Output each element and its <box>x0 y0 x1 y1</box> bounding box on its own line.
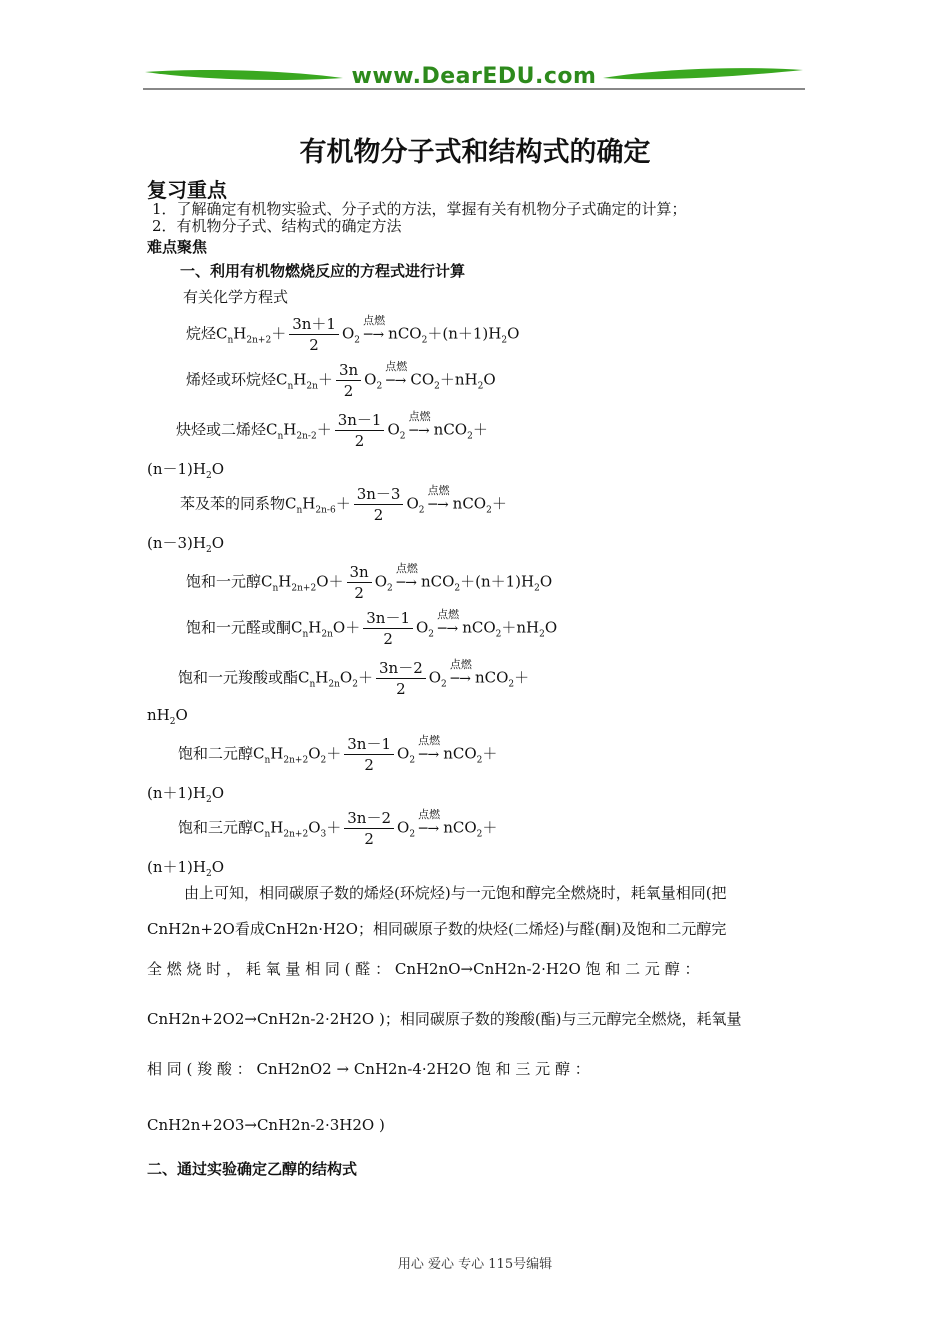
compound-class: 饱和二元醇 <box>178 744 254 763</box>
review-item: 2．有机物分子式、结构式的确定方法 <box>152 217 402 235</box>
review-item: 1．了解确定有机物实验式、分子式的方法，掌握有关有机物分子式确定的计算； <box>152 200 687 218</box>
equation-row: 饱和一元羧酸或酯$C_nH_{2n}O_2+$ $\frac{3n-2}{2}$ $O_2$ ─ 点燃 → nCO$_2$＋ <box>178 657 530 698</box>
compound-class: 烯烃或环烷烃 <box>186 370 277 389</box>
reaction-arrow: ─ 点燃 → <box>408 409 431 439</box>
equation-row: 饱和一元醇$C_nH_{2n+2}O+$ $\frac{3n}{2}$ $O_2$ ─ 点燃 → $nCO_2+(n+1)H_2O$ <box>186 561 553 602</box>
equation-row: 饱和一元醛或酮$C_nH_{2n}O+$ $\frac{3n-1}{2}$ $O_2$ ─ 点燃 → $nCO_2+nH_2O$ <box>186 607 558 648</box>
reaction-arrow: ─ 点燃 → <box>395 561 418 591</box>
section-heading-difficulty: 难点聚焦 <box>147 238 208 256</box>
equation-row: 炔烃或二烯烃$C_nH_{2n-2}+$ $\frac{3n-1}{2}$ $O_2$ ─ 点燃 → nCO$_2$＋ <box>176 409 488 450</box>
equation-tail: $(n-3)H_2O$ <box>147 534 225 555</box>
compound-class: 饱和一元醛或酮 <box>186 618 292 637</box>
conclusion-line: CnH2n+2O3→CnH2n-2·3H2O ) <box>147 1116 385 1134</box>
equation-tail: $(n+1)H_2O$ <box>147 784 225 805</box>
equation-tail: $nH_2O$ <box>147 706 188 727</box>
oxygen-coefficient: $\frac{3n}{2}$ <box>347 562 372 603</box>
conclusion-line: 相 同 ( 羧 酸 ： CnH2nO2 → CnH2n-4·2H2O 饱 和 三 元 醇 ： <box>147 1060 590 1078</box>
subsection-heading-combustion: 一、利用有机物燃烧反应的方程式进行计算 <box>180 262 466 280</box>
compound-class: 烷烃 <box>186 324 217 343</box>
reaction-arrow: ─ 点燃 → <box>385 359 408 389</box>
reaction-arrow: ─ 点燃 → <box>427 483 450 513</box>
reaction-arrow: ─ 点燃 → <box>418 807 441 837</box>
subsection-heading-ethanol: 二、通过实验确定乙醇的结构式 <box>147 1160 358 1178</box>
equation-row: 饱和三元醇$C_nH_{2n+2}O_3+$ $\frac{3n-2}{2}$ $O_2$ ─ 点燃 → nCO$_2$＋ <box>178 807 498 848</box>
page-title: 有机物分子式和结构式的确定 <box>299 137 651 168</box>
compound-class: 饱和三元醇 <box>178 818 254 837</box>
oxygen-coefficient: $\frac{3n-2}{2}$ <box>344 808 394 849</box>
equation-row: 饱和二元醇$C_nH_{2n+2}O_2+$ $\frac{3n-1}{2}$ $O_2$ ─ 点燃 → nCO$_2$＋ <box>178 733 498 774</box>
oxygen-coefficient: $\frac{3n-1}{2}$ <box>344 734 394 775</box>
oxygen-coefficient: $\frac{3n-1}{2}$ <box>335 410 385 451</box>
compound-class: 饱和一元羧酸或酯 <box>178 668 299 687</box>
conclusion-line: CnH2n+2O看成CnH2n·H2O；相同碳原子数的炔烃(二烯烃)与醛(酮)及饱和二元醇完 <box>147 920 727 938</box>
conclusion-line: 由上可知，相同碳原子数的烯烃(环烷烃)与一元饱和醇完全燃烧时，耗氧量相同(把 <box>184 884 727 902</box>
conclusion-line: 全 燃 烧 时 ， 耗 氧 量 相 同 ( 醛 ： CnH2nO→CnH2n-2·H2O 饱 和 二 元 醇 ： <box>147 960 700 978</box>
equations-intro: 有关化学方程式 <box>183 288 289 306</box>
equation-tail: $(n+1)H_2O$ <box>147 858 225 879</box>
oxygen-coefficient: $\frac{3n-2}{2}$ <box>376 658 426 699</box>
reaction-arrow: ─ 点燃 → <box>418 733 441 763</box>
site-header-banner <box>143 60 805 96</box>
equation-row: 烯烃或环烷烃$C_nH_{2n}+$ $\frac{3n}{2}$ $O_2$ ─ 点燃 → $CO_2+nH_2O$ <box>186 359 496 400</box>
reaction-arrow: ─ 点燃 → <box>437 607 460 637</box>
page-footer: 用心 爱心 专心 115号编辑 <box>397 1257 553 1272</box>
site-logo[interactable]: www.DearEDU.com <box>351 64 597 89</box>
oxygen-coefficient: $\frac{3n+1}{2}$ <box>289 314 339 355</box>
equation-row: 烷烃$C_nH_{2n+2}+$ $\frac{3n+1}{2}$ $O_2$ ─ 点燃 → $nCO_2+(n+1)H_2O$ <box>186 313 520 354</box>
conclusion-line: CnH2n+2O2→CnH2n-2·2H2O )；相同碳原子数的羧酸(酯)与三元醇完全燃烧，耗氧量 <box>147 1010 742 1028</box>
oxygen-coefficient: $\frac{3n-3}{2}$ <box>354 484 404 525</box>
compound-class: 饱和一元醇 <box>186 572 262 591</box>
compound-class: 苯及苯的同系物 <box>180 494 286 513</box>
equation-row: 苯及苯的同系物$C_nH_{2n-6}+$ $\frac{3n-3}{2}$ $O_2$ ─ 点燃 → nCO$_2$＋ <box>180 483 507 524</box>
reaction-arrow: ─ 点燃 → <box>449 657 472 687</box>
equation-tail: $(n-1)H_2O$ <box>147 460 225 481</box>
reaction-arrow: ─ 点燃 → <box>363 313 386 343</box>
oxygen-coefficient: $\frac{3n}{2}$ <box>336 360 361 401</box>
section-heading-review: 复习重点 <box>147 178 227 202</box>
compound-class: 炔烃或二烯烃 <box>176 420 267 439</box>
oxygen-coefficient: $\frac{3n-1}{2}$ <box>363 608 413 649</box>
